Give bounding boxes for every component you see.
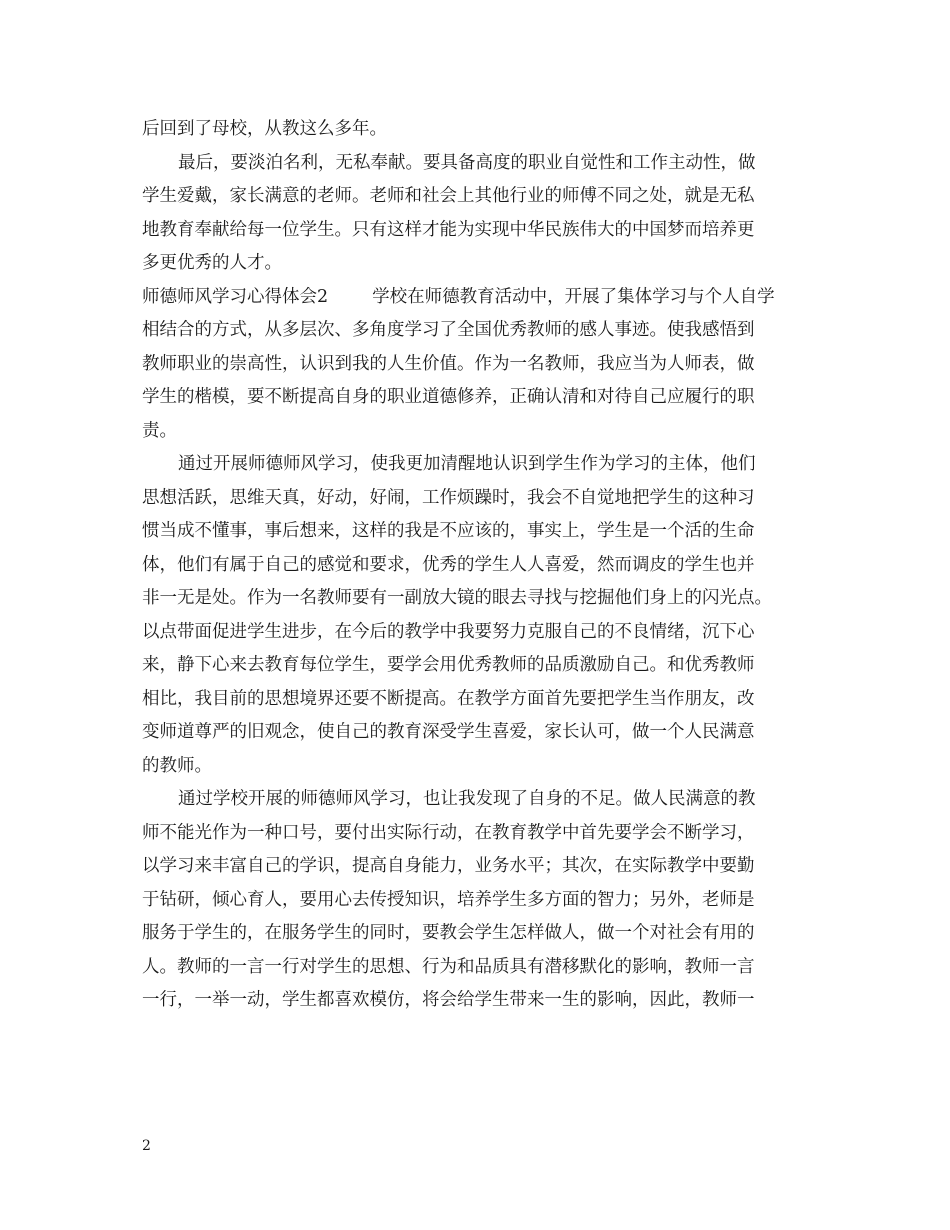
line-text: 思想活跃，思维天真，好动，好闹，工作烦躁时，我会不自觉地把学生的这种习 (142, 487, 755, 508)
line-text: 体，他们有属于自己的感觉和要求，优秀的学生人人喜爱，然而调皮的学生也并 (142, 554, 755, 575)
text-line (142, 381, 822, 415)
text-line (142, 817, 822, 851)
line-text: 以学习来丰富自己的学识，提高自身能力，业务水平；其次，在实际教学中要勤 (142, 856, 755, 876)
text-line (142, 348, 822, 382)
text-line (142, 750, 822, 784)
text-line (142, 951, 822, 985)
line-text: 一行，一举一动，学生都喜欢模仿，将会给学生带来一生的影响，因此，教师一 (142, 990, 755, 1010)
line-text: 多更优秀的人才。 (142, 253, 282, 273)
line-text: 相比，我目前的思想境界还要不断提高。在教学方面首先要把学生当作朋友，改 (142, 688, 755, 709)
line-text: 后回到了母校，从教这么多年。 (142, 119, 387, 139)
text-line (142, 214, 822, 248)
section-heading: 师德师风学习心得体会2 (142, 286, 329, 307)
text-line (142, 482, 822, 516)
text-line (142, 716, 822, 750)
line-text: 以点带面促进学生进步，在今后的教学中我要努力克服自己的不良情绪，沉下心 (142, 621, 755, 642)
text-line (142, 616, 822, 650)
line-text: 于钻研，倾心育人，要用心去传授知识，培养学生多方面的智力；另外，老师是 (142, 889, 755, 910)
section-heading-line (142, 281, 822, 315)
text-line (142, 984, 822, 1018)
line-text: 师不能光作为一种口号，要付出实际行动，在教育教学中首先要学会不断学习， (142, 822, 755, 843)
line-text: 相结合的方式，从多层次、多角度学习了全国优秀教师的感人事迹。使我感悟到 (142, 320, 755, 340)
page-number: 2 (142, 1138, 151, 1154)
line-text: 服务于学生的，在服务学生的同时，要教会学生怎样做人，做一个对社会有用的 (142, 923, 755, 943)
line-text: 学校在师德教育活动中，开展了集体学习与个人自学 (372, 286, 775, 307)
text-line (142, 515, 822, 549)
text-line (142, 247, 822, 281)
line-text: 变师道尊严的旧观念，使自己的教育深受学生喜爱，家长认可，做一个人民满意 (142, 722, 755, 742)
body-text (142, 113, 822, 1018)
line-text: 通过学校开展的师德师风学习，也让我发现了自身的不足。做人民满意的教 (178, 789, 756, 809)
text-line (142, 783, 822, 817)
line-text: 学生爱戴，家长满意的老师。老师和社会上其他行业的师傅不同之处，就是无私 (142, 186, 755, 206)
line-text: 责。 (142, 420, 177, 441)
line-text: 来，静下心来去教育每位学生，要学会用优秀教师的品质激励自己。和优秀教师 (142, 655, 755, 675)
line-text: 惯当成不懂事，事后想来，这样的我是不应该的，事实上，学生是一个活的生命 (142, 521, 755, 541)
text-line (142, 415, 822, 449)
line-text: 最后，要淡泊名利，无私奉献。要具备高度的职业自觉性和工作主动性，做 (178, 152, 756, 173)
text-line (142, 649, 822, 683)
text-line (142, 147, 822, 181)
line-text: 地教育奉献给每一位学生。只有这样才能为实现中华民族伟大的中国梦而培养更 (142, 219, 755, 240)
text-line (142, 683, 822, 717)
text-line (142, 549, 822, 583)
text-line (142, 314, 822, 348)
text-line (142, 917, 822, 951)
text-line (142, 113, 822, 147)
line-text: 非一无是处。作为一名教师要有一副放大镜的眼去寻找与挖掘他们身上的闪光点。 (142, 588, 772, 608)
text-line (142, 884, 822, 918)
line-text: 学生的楷模，要不断提高自身的职业道德修养，正确认清和对待自己应履行的职 (142, 387, 755, 407)
text-line (142, 180, 822, 214)
line-text: 人。教师的一言一行对学生的思想、行为和品质具有潜移默化的影响，教师一言 (142, 956, 755, 977)
line-text: 通过开展师德师风学习，使我更加清醒地认识到学生作为学习的主体，他们 (178, 454, 756, 474)
text-line (142, 850, 822, 884)
text-line (142, 448, 822, 482)
line-text: 的教师。 (142, 755, 212, 776)
line-text: 教师职业的崇高性，认识到我的人生价值。作为一名教师，我应当为人师表，做 (142, 353, 755, 374)
text-line (142, 582, 822, 616)
